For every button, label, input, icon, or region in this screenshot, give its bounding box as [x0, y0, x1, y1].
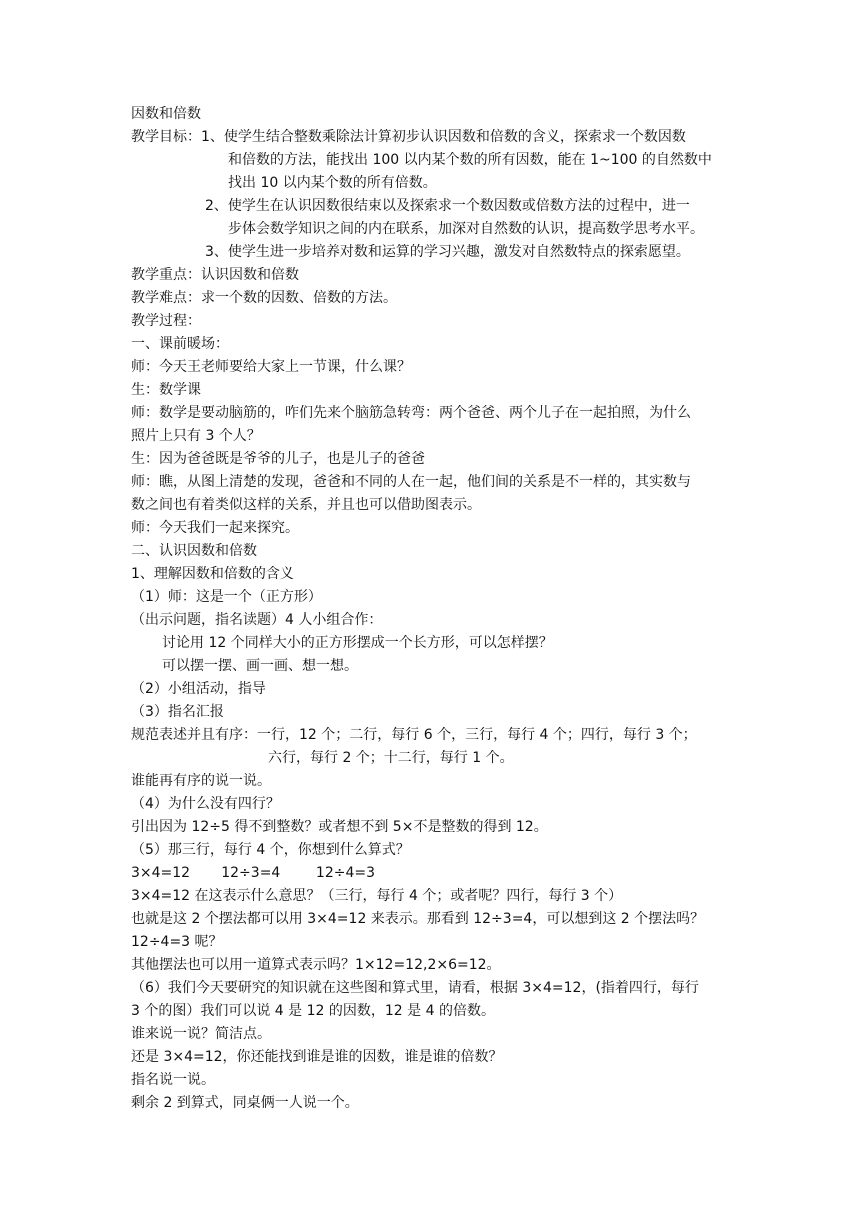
body-line: 师：数学是要动脑筋的，咋们先来个脑筋急转弯：两个爸爸、两个儿子在一起拍照，为什么: [131, 405, 691, 421]
body-line: 引出因为 12÷5 得不到整数？或者想不到 5×不是整数的得到 12。: [131, 819, 548, 835]
body-line-indented: 可以摆一摆、画一画、想一想。: [162, 658, 358, 674]
equations-line: 3×4=12 12÷3=4 12÷4=3: [131, 865, 376, 881]
goals-item-1: 教学目标：1、使学生结合整数乘除法计算初步认识因数和倍数的含义，探索求一个数因数: [131, 129, 686, 145]
body-line: 谁来说一说？简洁点。: [131, 1026, 271, 1042]
body-line: （2）小组活动，指导: [131, 681, 266, 697]
doc-title: 因数和倍数: [131, 106, 201, 122]
body-line: 12÷4=3 呢？: [131, 934, 223, 950]
body-line: （出示问题，指名读题）4 人小组合作：: [131, 612, 383, 628]
body-line: 3×4=12 在这表示什么意思？（三行，每行 4 个；或者呢？四行，每行 3 个）: [131, 888, 623, 904]
goals-item-2: 2、使学生在认识因数很结束以及探索求一个数因数或倍数方法的过程中，进一: [205, 198, 690, 214]
body-line: 一、课前暖场：: [131, 336, 229, 352]
body-line: 谁能再有序的说一说。: [131, 773, 271, 789]
body-line: 也就是这 2 个摆法都可以用 3×4=12 来表示。那看到 12÷3=4，可以想到这 2 个摆法吗？: [131, 911, 705, 927]
goals-item-1-cont-2: 找出 10 以内某个数的所有倍数。: [228, 175, 437, 191]
body-line: （6）我们今天要研究的知识就在这些图和算式里，请看，根据 3×4=12，(指着四行，每行: [131, 980, 699, 996]
process-title: 教学过程：: [131, 313, 201, 329]
goals-item-2-cont: 步体会数学知识之间的内在联系，加深对自然数的认识，提高数学思考水平。: [228, 221, 704, 237]
body-line: 生：数学课: [131, 382, 201, 398]
difficulty: 教学难点：求一个数的因数、倍数的方法。: [131, 290, 397, 306]
body-line: （3）指名汇报: [131, 704, 224, 720]
body-line: （4）为什么没有四行？: [131, 796, 280, 812]
body-line: 师：瞧，从图上清楚的发现，爸爸和不同的人在一起，他们间的关系是不一样的，其实数与: [131, 474, 691, 490]
body-line-indented: 讨论用 12 个同样大小的正方形摆成一个长方形，可以怎样摆？: [162, 635, 553, 651]
section-heading: 二、认识因数和倍数: [131, 543, 257, 559]
body-line: 规范表述并且有序：一行，12 个；二行，每行 6 个，三行，每行 4 个；四行，每行 3 个；: [131, 727, 697, 743]
body-line: 师：今天王老师要给大家上一节课，什么课？: [131, 359, 411, 375]
body-line: 生：因为爸爸既是爷爷的儿子，也是儿子的爸爸: [131, 451, 425, 467]
body-line-indented: 六行，每行 2 个；十二行，每行 1 个。: [268, 750, 514, 766]
goals-item-3: 3、使学生进一步培养对数和运算的学习兴趣，激发对自然数特点的探索愿望。: [205, 244, 690, 260]
body-line: （5）那三行，每行 4 个，你想到什么算式？: [131, 842, 410, 858]
body-line: 数之间也有着类似这样的关系，并且也可以借助图表示。: [131, 497, 481, 513]
key-point: 教学重点：认识因数和倍数: [131, 267, 299, 283]
body-line: （1）师：这是一个（正方形）: [131, 589, 322, 605]
body-line: 其他摆法也可以用一道算式表示吗？1×12=12,2×6=12。: [131, 957, 501, 973]
body-line: 剩余 2 到算式，同桌俩一人说一个。: [131, 1095, 359, 1111]
goals-item-1-cont-1: 和倍数的方法，能找出 100 以内某个数的所有因数，能在 1~100 的自然数中: [228, 152, 712, 168]
body-line: 指名说一说。: [131, 1072, 215, 1088]
body-line: 3 个的图）我们可以说 4 是 12 的因数，12 是 4 的倍数。: [131, 1003, 495, 1019]
subsection-heading: 1、理解因数和倍数的含义: [131, 566, 294, 582]
body-line: 还是 3×4=12，你还能找到谁是谁的因数，谁是谁的倍数？: [131, 1049, 503, 1065]
body-line: 师：今天我们一起来探究。: [131, 520, 299, 536]
body-line: 照片上只有 3 个人？: [131, 428, 261, 444]
